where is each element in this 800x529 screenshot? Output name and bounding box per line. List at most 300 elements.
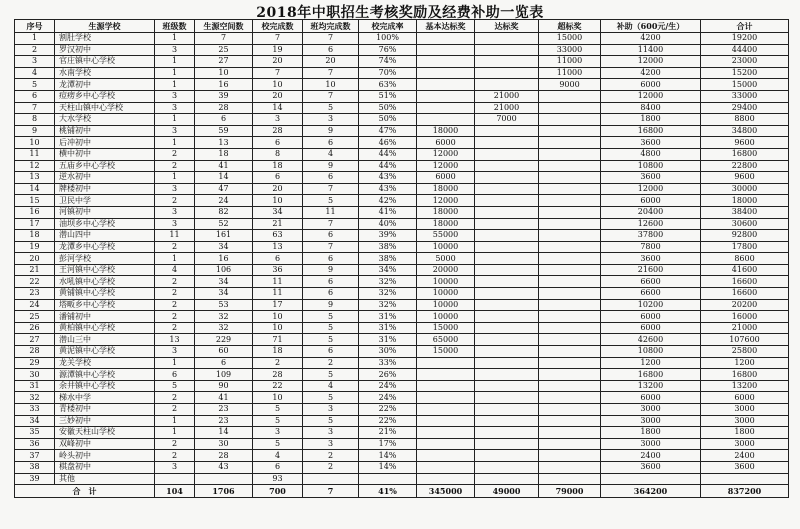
- table-cell: [475, 264, 539, 276]
- table-cell: 4: [303, 148, 359, 160]
- table-cell: 76%: [359, 44, 417, 56]
- table-cell: 37800: [601, 230, 701, 242]
- table-cell: 6: [303, 276, 359, 288]
- table-cell: 3600: [601, 137, 701, 149]
- table-cell: 2: [303, 450, 359, 462]
- subsidy-table: [14, 19, 789, 498]
- table-row: [15, 79, 789, 91]
- table-cell: 1: [155, 67, 195, 79]
- table-cell: 16600: [701, 276, 789, 288]
- total-cell: 345000: [417, 485, 475, 498]
- table-cell: 27: [15, 334, 55, 346]
- table-cell: 6: [303, 230, 359, 242]
- total-cell: 1706: [195, 485, 253, 498]
- table-cell: 41%: [359, 206, 417, 218]
- table-cell: 10: [15, 137, 55, 149]
- table-cell: 40%: [359, 218, 417, 230]
- table-row: [15, 346, 789, 358]
- table-cell: 3: [303, 427, 359, 439]
- table-cell: 5: [155, 380, 195, 392]
- table-cell: 5: [303, 392, 359, 404]
- table-cell: 12600: [601, 218, 701, 230]
- table-cell: 55000: [417, 230, 475, 242]
- table-cell: 2: [155, 450, 195, 462]
- table-cell: 13: [15, 172, 55, 184]
- table-cell: [475, 67, 539, 79]
- table-cell: [701, 473, 789, 485]
- table-cell: [475, 450, 539, 462]
- table-cell: 59: [195, 125, 253, 137]
- school-name-cell: 痘痨乡中心学校: [55, 90, 155, 102]
- table-cell: [539, 392, 601, 404]
- table-cell: [475, 44, 539, 56]
- column-header: 校完成率: [359, 20, 417, 33]
- school-name-cell: 河镇初中: [55, 206, 155, 218]
- table-cell: 7: [303, 183, 359, 195]
- table-cell: [475, 438, 539, 450]
- school-name-cell: 安徽天柱山学校: [55, 427, 155, 439]
- total-cell: 700: [253, 485, 303, 498]
- table-cell: 26%: [359, 369, 417, 381]
- table-cell: [539, 461, 601, 473]
- table-row: [15, 114, 789, 126]
- table-cell: 9: [303, 125, 359, 137]
- table-cell: 18: [253, 160, 303, 172]
- table-cell: 16600: [701, 288, 789, 300]
- table-cell: 65000: [417, 334, 475, 346]
- table-cell: [417, 415, 475, 427]
- total-cell: 104: [155, 485, 195, 498]
- table-cell: 18000: [701, 195, 789, 207]
- table-cell: [539, 415, 601, 427]
- table-cell: 6: [303, 137, 359, 149]
- table-cell: 12000: [417, 195, 475, 207]
- table-cell: [417, 380, 475, 392]
- school-name-cell: 油坝乡中心学校: [55, 218, 155, 230]
- table-cell: 2: [155, 438, 195, 450]
- table-cell: 15: [15, 195, 55, 207]
- table-cell: 6: [253, 137, 303, 149]
- table-cell: 28: [15, 346, 55, 358]
- table-cell: [539, 276, 601, 288]
- table-cell: 71: [253, 334, 303, 346]
- table-cell: [475, 392, 539, 404]
- table-row: [15, 218, 789, 230]
- table-cell: 22%: [359, 404, 417, 416]
- table-cell: 9: [303, 299, 359, 311]
- table-cell: 9: [303, 264, 359, 276]
- table-cell: 30: [195, 438, 253, 450]
- table-cell: [417, 44, 475, 56]
- table-cell: 3: [155, 102, 195, 114]
- table-cell: 17: [15, 218, 55, 230]
- table-cell: [359, 473, 417, 485]
- table-row: [15, 148, 789, 160]
- table-cell: 3: [253, 427, 303, 439]
- table-cell: 15000: [417, 322, 475, 334]
- table-cell: 1800: [601, 427, 701, 439]
- table-cell: 28: [195, 450, 253, 462]
- table-cell: 4800: [601, 148, 701, 160]
- table-cell: 47%: [359, 125, 417, 137]
- total-cell: 41%: [359, 485, 417, 498]
- table-cell: 34: [195, 241, 253, 253]
- table-cell: 32%: [359, 276, 417, 288]
- table-row: [15, 288, 789, 300]
- table-cell: 3: [155, 125, 195, 137]
- table-row: [15, 90, 789, 102]
- table-cell: [417, 404, 475, 416]
- table-row: [15, 206, 789, 218]
- table-cell: 38%: [359, 241, 417, 253]
- table-cell: [417, 369, 475, 381]
- table-cell: 9: [15, 125, 55, 137]
- table-cell: [539, 206, 601, 218]
- table-cell: 44%: [359, 148, 417, 160]
- table-cell: 10: [253, 79, 303, 91]
- table-cell: 229: [195, 334, 253, 346]
- table-cell: 16800: [601, 369, 701, 381]
- school-name-cell: 黄铺镇中心学校: [55, 288, 155, 300]
- table-cell: 29400: [701, 102, 789, 114]
- school-name-cell: 三妙初中: [55, 415, 155, 427]
- table-cell: 41600: [701, 264, 789, 276]
- table-cell: 7: [303, 67, 359, 79]
- table-cell: 5: [303, 415, 359, 427]
- table-cell: [475, 334, 539, 346]
- table-cell: [417, 56, 475, 68]
- table-cell: 34: [195, 288, 253, 300]
- table-cell: 5: [15, 79, 55, 91]
- column-header: 序号: [15, 20, 55, 33]
- table-row: [15, 172, 789, 184]
- table-row: [15, 438, 789, 450]
- table-cell: [475, 183, 539, 195]
- table-cell: 6000: [601, 392, 701, 404]
- table-cell: 20: [15, 253, 55, 265]
- table-cell: 18: [15, 230, 55, 242]
- school-name-cell: 龙潭乡中心学校: [55, 241, 155, 253]
- table-cell: 28: [195, 102, 253, 114]
- table-cell: [475, 299, 539, 311]
- table-cell: 18: [253, 346, 303, 358]
- table-cell: 14: [195, 172, 253, 184]
- table-cell: 21000: [475, 90, 539, 102]
- table-row: [15, 230, 789, 242]
- table-cell: 4: [15, 67, 55, 79]
- table-cell: [417, 357, 475, 369]
- table-cell: [539, 230, 601, 242]
- table-cell: 4200: [601, 33, 701, 45]
- table-cell: [417, 114, 475, 126]
- table-cell: [155, 473, 195, 485]
- table-cell: 3: [155, 44, 195, 56]
- table-cell: 27: [195, 56, 253, 68]
- table-cell: 23: [195, 415, 253, 427]
- table-cell: [539, 311, 601, 323]
- table-cell: [475, 230, 539, 242]
- table-cell: [475, 322, 539, 334]
- table-cell: 6: [303, 44, 359, 56]
- table-cell: 10: [253, 322, 303, 334]
- table-cell: 12000: [417, 148, 475, 160]
- table-cell: 39: [195, 90, 253, 102]
- table-cell: [195, 473, 253, 485]
- table-cell: 2: [303, 357, 359, 369]
- table-cell: 12: [15, 160, 55, 172]
- table-cell: 43%: [359, 183, 417, 195]
- table-cell: 50%: [359, 114, 417, 126]
- table-cell: [539, 450, 601, 462]
- table-cell: 1: [155, 253, 195, 265]
- table-cell: 13200: [601, 380, 701, 392]
- total-row: [15, 485, 789, 498]
- table-row: [15, 67, 789, 79]
- table-cell: 5: [303, 334, 359, 346]
- table-cell: [539, 90, 601, 102]
- column-header: 班均完成数: [303, 20, 359, 33]
- table-cell: [539, 183, 601, 195]
- table-cell: 36: [253, 264, 303, 276]
- table-cell: [539, 241, 601, 253]
- school-name-cell: 罗汉初中: [55, 44, 155, 56]
- table-cell: 161: [195, 230, 253, 242]
- table-cell: 3: [155, 218, 195, 230]
- table-cell: [475, 473, 539, 485]
- table-cell: 3600: [601, 172, 701, 184]
- table-cell: 3000: [701, 404, 789, 416]
- table-cell: 7: [15, 102, 55, 114]
- table-cell: 20200: [701, 299, 789, 311]
- table-cell: 32%: [359, 299, 417, 311]
- table-cell: 2: [155, 276, 195, 288]
- school-name-cell: 卫民中学: [55, 195, 155, 207]
- table-cell: 3000: [701, 415, 789, 427]
- table-row: [15, 183, 789, 195]
- school-name-cell: 水南学校: [55, 67, 155, 79]
- table-cell: [539, 334, 601, 346]
- table-cell: 33000: [539, 44, 601, 56]
- table-cell: 70%: [359, 67, 417, 79]
- table-cell: 2: [155, 148, 195, 160]
- table-cell: [417, 90, 475, 102]
- table-cell: 60: [195, 346, 253, 358]
- table-cell: 3000: [601, 438, 701, 450]
- table-cell: 1: [155, 427, 195, 439]
- table-cell: [475, 311, 539, 323]
- table-cell: 9600: [701, 137, 789, 149]
- school-name-cell: 源潭镇中心学校: [55, 369, 155, 381]
- table-cell: [539, 299, 601, 311]
- table-cell: 8400: [601, 102, 701, 114]
- table-cell: [539, 427, 601, 439]
- table-cell: [475, 125, 539, 137]
- table-cell: [475, 380, 539, 392]
- table-cell: [539, 102, 601, 114]
- table-cell: 38: [15, 461, 55, 473]
- table-cell: [539, 114, 601, 126]
- table-cell: 31%: [359, 334, 417, 346]
- table-cell: [417, 33, 475, 45]
- table-cell: [539, 288, 601, 300]
- table-cell: 25800: [701, 346, 789, 358]
- table-cell: 42%: [359, 195, 417, 207]
- table-cell: 3: [253, 114, 303, 126]
- table-cell: 6: [303, 346, 359, 358]
- column-header: 班级数: [155, 20, 195, 33]
- table-cell: 8: [15, 114, 55, 126]
- table-cell: [475, 253, 539, 265]
- table-cell: 5: [253, 438, 303, 450]
- table-cell: 34: [195, 276, 253, 288]
- school-name-cell: 黄柏镇中心学校: [55, 322, 155, 334]
- table-cell: 35: [15, 427, 55, 439]
- table-cell: [539, 125, 601, 137]
- table-cell: 6600: [601, 288, 701, 300]
- table-cell: [475, 415, 539, 427]
- table-cell: 92800: [701, 230, 789, 242]
- table-cell: 1: [155, 79, 195, 91]
- table-cell: 11: [15, 148, 55, 160]
- table-cell: 7: [253, 33, 303, 45]
- table-cell: 2: [155, 392, 195, 404]
- table-row: [15, 450, 789, 462]
- table-cell: 4: [155, 264, 195, 276]
- school-name-cell: 岭头初中: [55, 450, 155, 462]
- table-cell: 1: [155, 33, 195, 45]
- table-cell: 31%: [359, 311, 417, 323]
- table-cell: 10000: [417, 241, 475, 253]
- school-name-cell: 桃铺初中: [55, 125, 155, 137]
- table-row: [15, 299, 789, 311]
- table-cell: 12000: [417, 160, 475, 172]
- table-cell: 42600: [601, 334, 701, 346]
- table-cell: [475, 369, 539, 381]
- table-cell: 34800: [701, 125, 789, 137]
- table-row: [15, 461, 789, 473]
- table-cell: 2400: [601, 450, 701, 462]
- table-cell: 21600: [601, 264, 701, 276]
- table-cell: 31: [15, 380, 55, 392]
- school-name-cell: 青楼初中: [55, 404, 155, 416]
- table-cell: [417, 427, 475, 439]
- table-cell: 6: [155, 369, 195, 381]
- table-cell: 6000: [601, 79, 701, 91]
- table-cell: 3600: [601, 253, 701, 265]
- table-cell: 41: [195, 160, 253, 172]
- table-row: [15, 44, 789, 56]
- table-cell: 11: [303, 206, 359, 218]
- table-cell: 7: [303, 218, 359, 230]
- table-cell: 15200: [701, 67, 789, 79]
- table-cell: 12000: [601, 183, 701, 195]
- table-cell: [539, 346, 601, 358]
- school-name-cell: 横中初中: [55, 148, 155, 160]
- table-cell: 16: [195, 79, 253, 91]
- table-cell: 63%: [359, 79, 417, 91]
- table-cell: 63: [253, 230, 303, 242]
- table-cell: 1: [15, 33, 55, 45]
- table-cell: 5: [303, 322, 359, 334]
- table-cell: 106: [195, 264, 253, 276]
- table-cell: 5: [303, 311, 359, 323]
- table-cell: 17%: [359, 438, 417, 450]
- table-cell: 5: [303, 102, 359, 114]
- column-header: 校完成数: [253, 20, 303, 33]
- table-cell: [417, 102, 475, 114]
- table-cell: 10: [253, 392, 303, 404]
- table-row: [15, 380, 789, 392]
- table-cell: 32: [195, 311, 253, 323]
- table-cell: [417, 67, 475, 79]
- table-cell: 15000: [417, 346, 475, 358]
- table-cell: 3600: [601, 461, 701, 473]
- table-cell: 11: [253, 288, 303, 300]
- table-cell: 7800: [601, 241, 701, 253]
- table-row: [15, 160, 789, 172]
- table-cell: 6000: [417, 172, 475, 184]
- table-cell: 9: [303, 160, 359, 172]
- table-cell: 5: [303, 195, 359, 207]
- table-cell: 6: [303, 288, 359, 300]
- table-cell: [475, 56, 539, 68]
- table-cell: 11: [253, 276, 303, 288]
- table-cell: 4: [253, 450, 303, 462]
- column-header: 生源空间数: [195, 20, 253, 33]
- school-name-cell: 王河镇中心学校: [55, 264, 155, 276]
- table-row: [15, 276, 789, 288]
- table-cell: [539, 218, 601, 230]
- table-cell: 15000: [701, 79, 789, 91]
- table-cell: 2: [155, 322, 195, 334]
- table-cell: 10: [253, 311, 303, 323]
- total-cell: 49000: [475, 485, 539, 498]
- table-cell: 23000: [701, 56, 789, 68]
- table-cell: 10200: [601, 299, 701, 311]
- table-row: [15, 334, 789, 346]
- table-cell: [475, 206, 539, 218]
- table-cell: 39: [15, 473, 55, 485]
- table-cell: 33: [15, 404, 55, 416]
- table-cell: 15000: [539, 33, 601, 45]
- table-cell: 41: [195, 392, 253, 404]
- table-cell: 6000: [417, 137, 475, 149]
- table-cell: 6: [253, 172, 303, 184]
- table-cell: 30: [15, 369, 55, 381]
- table-cell: 14: [253, 102, 303, 114]
- school-name-cell: 其他: [55, 473, 155, 485]
- table-cell: 3: [155, 461, 195, 473]
- school-name-cell: 塔畈乡中心学校: [55, 299, 155, 311]
- table-cell: 26: [15, 322, 55, 334]
- table-cell: 50%: [359, 102, 417, 114]
- table-cell: 34: [15, 415, 55, 427]
- table-cell: 24: [195, 195, 253, 207]
- table-cell: [475, 218, 539, 230]
- table-cell: 14%: [359, 461, 417, 473]
- table-cell: [539, 148, 601, 160]
- table-cell: 8800: [701, 114, 789, 126]
- table-cell: 38%: [359, 253, 417, 265]
- table-cell: 9600: [701, 172, 789, 184]
- table-cell: 51%: [359, 90, 417, 102]
- table-cell: 23: [15, 288, 55, 300]
- table-cell: 6: [195, 357, 253, 369]
- table-cell: 10: [195, 67, 253, 79]
- table-cell: 33%: [359, 357, 417, 369]
- table-row: [15, 473, 789, 485]
- table-cell: 25: [195, 44, 253, 56]
